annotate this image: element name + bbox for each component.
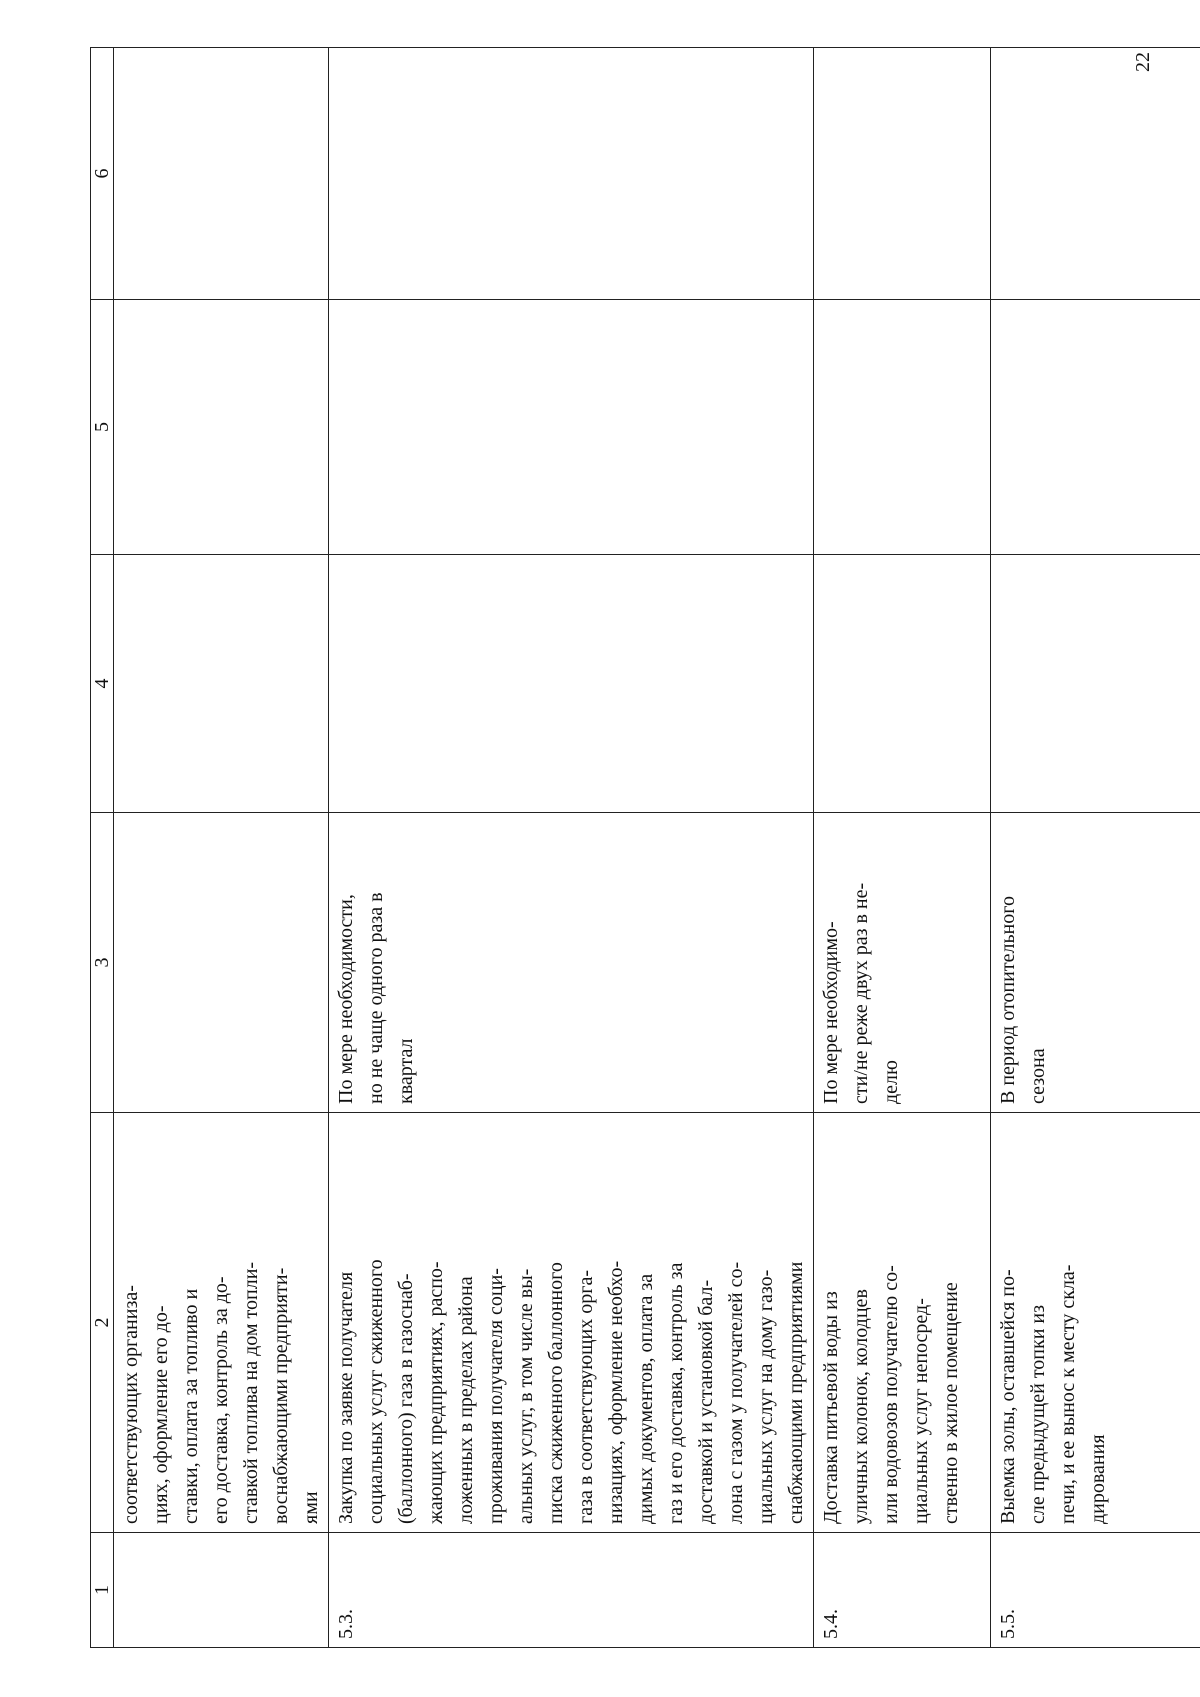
service-frequency	[114, 813, 329, 1113]
services-table	[90, 47, 1200, 1648]
service-description: Закупка по заявке получателя социальных услуг сжиженного (баллонного) газа в газоснаб- жающих предприятиях, распо- ложенных в пределах района проживания получателя соци- альных услуг, в том числе вы- писка сжиженного баллонного газа в соответствующих орга- низациях, оформление необхо- димых документов, оплата за газ и его доставка, контроль за доставкой и установкой бал- лона с газом у получателей со- циальных услуг на дому газо- снабжающими предприятиями	[329, 1113, 814, 1533]
cell-col-6	[991, 48, 1200, 300]
cell-col-5	[814, 300, 991, 555]
table-row	[814, 48, 991, 1648]
row-number: 5.5.	[991, 1533, 1200, 1648]
table-row	[991, 48, 1200, 1648]
service-frequency: По мере необходимости, но не чаще одного раза в квартал	[329, 813, 814, 1113]
header-col-6: 6	[91, 48, 114, 300]
cell-col-4	[814, 555, 991, 813]
header-col-5: 5	[91, 300, 114, 555]
cell-col-5	[991, 300, 1200, 555]
cell-col-6	[814, 48, 991, 300]
service-frequency: В период отопительного сезона	[991, 813, 1200, 1113]
service-description: Выемка золы, оставшейся по- сле предыдущей топки из печи, и ее вынос к месту скла- дирования	[991, 1113, 1200, 1533]
header-col-3: 3	[91, 813, 114, 1113]
row-number: 5.3.	[329, 1533, 814, 1648]
rotated-page	[90, 48, 1109, 1648]
header-col-4: 4	[91, 555, 114, 813]
cell-col-4	[114, 555, 329, 813]
cell-col-5	[329, 300, 814, 555]
header-col-2: 2	[91, 1113, 114, 1533]
row-number: 5.4.	[814, 1533, 991, 1648]
cell-col-6	[329, 48, 814, 300]
header-col-1: 1	[91, 1533, 114, 1648]
cell-col-4	[991, 555, 1200, 813]
service-description: Доставка питьевой воды из уличных колонок, колодцев или водовозов получателю со- циальных услуг непосред- ственно в жилое помещение	[814, 1113, 991, 1533]
table-row	[329, 48, 814, 1648]
service-description: соответствующих организа- циях, оформление его до- ставки, оплата за топливо и его доставка, контроль за до- ставкой топлива на дом топли- воснабжающими предприяти- ями	[114, 1113, 329, 1533]
service-frequency: По мере необходимо- сти/не реже двух раз в не- делю	[814, 813, 991, 1113]
header-row	[91, 48, 114, 1648]
row-number	[114, 1533, 329, 1648]
cell-col-4	[329, 555, 814, 813]
table-row	[114, 48, 329, 1648]
page-number: 22	[1132, 52, 1154, 72]
cell-col-6	[114, 48, 329, 300]
cell-col-5	[114, 300, 329, 555]
